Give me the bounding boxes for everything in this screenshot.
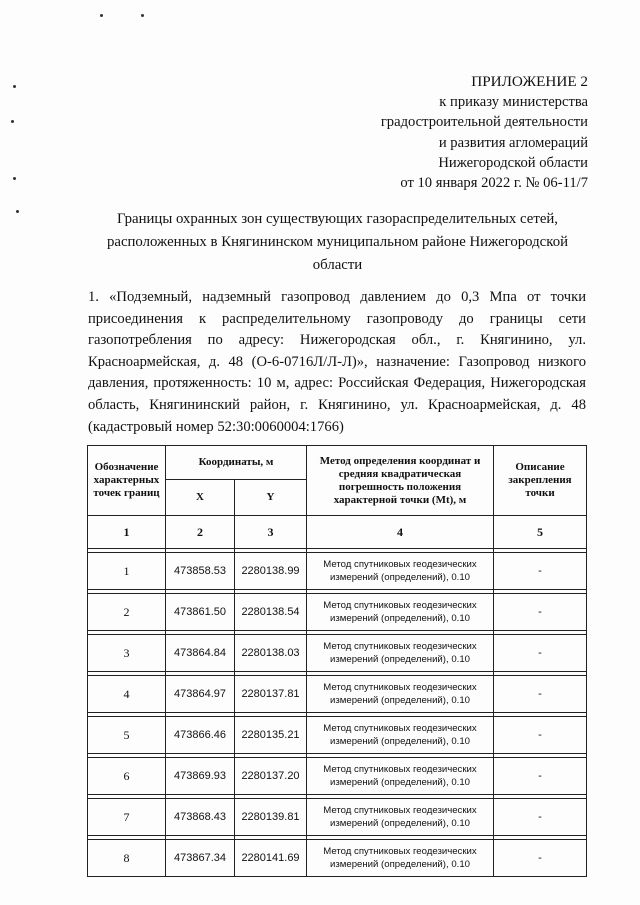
- appendix-title: ПРИЛОЖЕНИЕ 2: [471, 73, 588, 90]
- table-row: [88, 758, 587, 795]
- fixation-cell: -: [494, 758, 587, 795]
- column-number: 4: [307, 516, 494, 549]
- scan-speck: [11, 120, 14, 123]
- fixation-cell: -: [494, 717, 587, 754]
- method-cell: Метод спутниковых геодезических измерений (определений), 0.10: [307, 594, 494, 631]
- point-number-cell: 2: [88, 594, 166, 631]
- fixation-cell: -: [494, 553, 587, 590]
- column-number: 2: [166, 516, 235, 549]
- table-row: [88, 553, 587, 590]
- column-number: 5: [494, 516, 587, 549]
- scan-speck: [100, 14, 103, 17]
- method-cell: Метод спутниковых геодезических измерений (определений), 0.10: [307, 799, 494, 836]
- point-number-cell: 1: [88, 553, 166, 590]
- point-number-cell: 3: [88, 635, 166, 672]
- table-row: [88, 799, 587, 836]
- method-cell: Метод спутниковых геодезических измерений (определений), 0.10: [307, 717, 494, 754]
- y-coordinate-cell: 2280137.81: [235, 676, 307, 713]
- method-cell: Метод спутниковых геодезических измерений (определений), 0.10: [307, 553, 494, 590]
- column-numbers-row: [88, 516, 587, 549]
- appendix-line: градостроительной деятельности: [380, 114, 588, 131]
- scan-speck: [141, 14, 144, 17]
- appendix-line: к приказу министерства: [439, 94, 588, 111]
- fixation-cell: -: [494, 635, 587, 672]
- table-row: [88, 676, 587, 713]
- point-number-cell: 6: [88, 758, 166, 795]
- x-coordinate-cell: 473868.43: [166, 799, 235, 836]
- point-number-cell: 5: [88, 717, 166, 754]
- coordinates-table: [87, 445, 587, 877]
- document-title: Границы охранных зон существующих газораспределительных сетей, расположенных в Княгининском муниципальном районе Нижегородской области: [106, 211, 569, 273]
- x-coordinate-cell: 473866.46: [166, 717, 235, 754]
- x-coordinate-cell: 473864.97: [166, 676, 235, 713]
- fixation-cell: -: [494, 799, 587, 836]
- header-method: Метод определения координат и средняя квадратическая погрешность положения характерной точки (Mt), м: [307, 446, 494, 516]
- column-number: 1: [88, 516, 166, 549]
- scan-speck: [13, 177, 16, 180]
- y-coordinate-cell: 2280138.99: [235, 553, 307, 590]
- y-coordinate-cell: 2280138.54: [235, 594, 307, 631]
- x-coordinate-cell: 473864.84: [166, 635, 235, 672]
- x-coordinate-cell: 473858.53: [166, 553, 235, 590]
- table-body: [88, 549, 587, 877]
- table-row: [88, 594, 587, 631]
- header-y: Y: [235, 480, 307, 516]
- y-coordinate-cell: 2280139.81: [235, 799, 307, 836]
- x-coordinate-cell: 473869.93: [166, 758, 235, 795]
- appendix-header: [381, 72, 588, 193]
- method-cell: Метод спутниковых геодезических измерений (определений), 0.10: [307, 676, 494, 713]
- fixation-cell: -: [494, 676, 587, 713]
- y-coordinate-cell: 2280138.03: [235, 635, 307, 672]
- y-coordinate-cell: 2280137.20: [235, 758, 307, 795]
- fixation-cell: -: [494, 594, 587, 631]
- column-number: 3: [235, 516, 307, 549]
- scan-speck: [16, 210, 19, 213]
- table-row: [88, 840, 587, 877]
- header-coordinates: Координаты, м: [166, 446, 307, 480]
- table-row: [88, 717, 587, 754]
- method-cell: Метод спутниковых геодезических измерений (определений), 0.10: [307, 635, 494, 672]
- point-number-cell: 7: [88, 799, 166, 836]
- method-cell: Метод спутниковых геодезических измерений (определений), 0.10: [307, 840, 494, 877]
- y-coordinate-cell: 2280135.21: [235, 717, 307, 754]
- header-x: X: [166, 480, 235, 516]
- appendix-line: от 10 января 2022 г. № 06-11/7: [400, 175, 588, 192]
- header-point-designation: Обозначение характерных точек границ: [88, 446, 166, 516]
- appendix-line: Нижегородской области: [438, 154, 588, 171]
- point-number-cell: 4: [88, 676, 166, 713]
- x-coordinate-cell: 473861.50: [166, 594, 235, 631]
- header-fixation: Описание закрепления точки: [494, 446, 587, 516]
- y-coordinate-cell: 2280141.69: [235, 840, 307, 877]
- x-coordinate-cell: 473867.34: [166, 840, 235, 877]
- method-cell: Метод спутниковых геодезических измерений (определений), 0.10: [307, 758, 494, 795]
- table-row: [88, 635, 587, 672]
- appendix-line: и развития агломераций: [438, 134, 588, 151]
- scan-speck: [13, 85, 16, 88]
- fixation-cell: -: [494, 840, 587, 877]
- object-description: 1. «Подземный, надземный газопровод давлением до 0,3 Мпа от точки присоединения к распределительному газопроводу до границы сети газопотребления по адресу: Нижегородская обл., г. Княгинино, ул. Красноармейская, д. 48 (О-6-0716Л/Л-Л)», назначение: Газопровод низкого давления, протяженность: 10 м, адрес: Российская Федерация, Нижегородская область, Княгининский район, г. Княгинино, ул. Красноармейская, д. 48 (кадастровый номер 52:30:0060004:1766): [88, 289, 586, 435]
- point-number-cell: 8: [88, 840, 166, 877]
